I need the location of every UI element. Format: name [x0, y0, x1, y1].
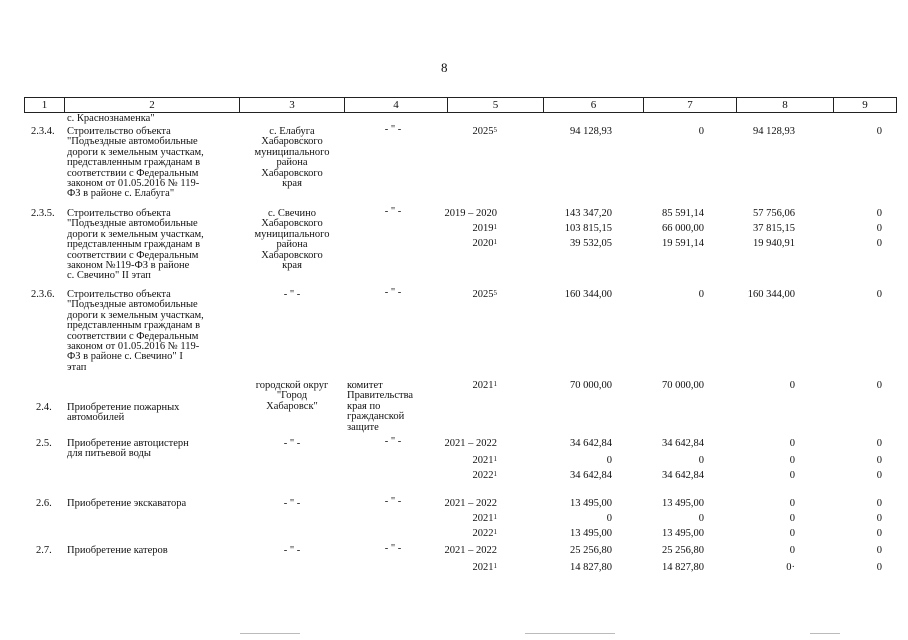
row-name: Приобретение автоцистерн для питьевой воды [67, 438, 189, 460]
amount-federal: 0 [789, 380, 795, 391]
row-name: Строительство объекта "Подъездные автомобильные дороги к земельным участкам, представленным гражданам в соответствии с Федеральным законом от 01.05.2016 № 119- ФЗ в районе с. Елабуга" [67, 126, 204, 200]
amount-total: 39 532,05 [570, 238, 612, 249]
row-name: Приобретение экскаватора [67, 498, 187, 509]
carry-over-text: с. Краснознаменка" [67, 113, 155, 124]
amount-total: 70 000,00 [570, 380, 612, 391]
year-cell: 2025$^5$ [472, 289, 497, 300]
amount-federal: 0 [789, 470, 795, 481]
header-col-1: 1 [25, 98, 65, 112]
amount-other: 0 [876, 455, 882, 466]
year-cell: 2021$^1$ [472, 562, 497, 573]
amount-regional: 19 591,14 [662, 238, 704, 249]
footer-rule [525, 633, 615, 634]
header-col-6: 6 [544, 98, 644, 112]
amount-regional: 66 000,00 [662, 223, 704, 234]
amount-federal: 0 [789, 498, 795, 509]
amount-federal: 0 [789, 438, 795, 449]
header-col-8: 8 [737, 98, 834, 112]
amount-regional: 0 [698, 289, 704, 300]
page-number: 8 [441, 60, 448, 75]
row-number: 2.3.6. [31, 289, 55, 300]
amount-regional: 34 642,84 [662, 438, 704, 449]
year-cell: 2022$^1$ [472, 528, 497, 539]
amount-federal: 0· [786, 562, 795, 573]
header-col-2: 2 [65, 98, 240, 112]
row-location: - " - [283, 438, 301, 449]
amount-regional: 70 000,00 [662, 380, 704, 391]
row-name: Приобретение пожарных автомобилей [67, 402, 180, 424]
amount-regional: 0 [698, 513, 704, 524]
amount-other: 0 [876, 238, 882, 249]
row-executor: - " - [384, 287, 402, 298]
header-col-9: 9 [862, 99, 868, 111]
year-cell: 2020$^1$ [472, 238, 497, 249]
amount-federal: 0 [789, 455, 795, 466]
amount-regional: 13 495,00 [662, 528, 704, 539]
header-col-3: 3 [240, 98, 345, 112]
amount-total: 14 827,80 [570, 562, 612, 573]
amount-federal: 19 940,91 [753, 238, 795, 249]
amount-other: 0 [876, 223, 882, 234]
amount-total: 13 495,00 [570, 498, 612, 509]
row-number: 2.3.4. [31, 126, 55, 137]
row-number: 2.7. [36, 545, 52, 556]
row-location: - " - [283, 289, 301, 300]
row-executor: комитет Правительства края по гражданской защите [347, 380, 414, 433]
amount-other: 0 [876, 380, 882, 391]
amount-other: 0 [876, 545, 882, 556]
amount-total: 103 815,15 [564, 223, 612, 234]
footer-rule [810, 633, 840, 634]
header-col-7: 7 [644, 98, 737, 112]
year-cell: 2021 – 2022 [444, 498, 497, 509]
amount-federal: 160 344,00 [747, 289, 795, 300]
amount-regional: 85 591,14 [662, 208, 704, 219]
row-name: Приобретение катеров [67, 545, 168, 556]
amount-regional: 13 495,00 [662, 498, 704, 509]
amount-other: 0 [876, 126, 882, 137]
header-col-4: 4 [345, 98, 448, 112]
row-location: - " - [283, 545, 301, 556]
row-location: городской округ "Город Хабаровск" [255, 380, 329, 412]
year-cell: 2019 – 2020 [444, 208, 497, 219]
row-number: 2.5. [36, 438, 52, 449]
row-number: 2.4. [36, 402, 52, 413]
header-col-5: 5 [448, 98, 544, 112]
amount-total: 34 642,84 [570, 438, 612, 449]
year-cell: 2021$^1$ [472, 380, 497, 391]
row-name: Строительство объекта "Подъездные автомобильные дороги к земельным участкам, представленным гражданам в соответствии с Федеральным законом №119-ФЗ в районе с. Свечино" II этап [67, 208, 204, 282]
year-cell: 2021 – 2022 [444, 545, 497, 556]
amount-federal: 94 128,93 [753, 126, 795, 137]
footer-rule [240, 633, 300, 634]
amount-other: 0 [876, 438, 882, 449]
amount-regional: 0 [698, 455, 704, 466]
table-header [24, 97, 897, 113]
amount-federal: 37 815,15 [753, 223, 795, 234]
amount-federal: 0 [789, 528, 795, 539]
amount-regional: 0 [698, 126, 704, 137]
amount-other: 0 [876, 470, 882, 481]
year-cell: 2021$^1$ [472, 455, 497, 466]
year-cell: 2019$^1$ [472, 223, 497, 234]
row-location: - " - [283, 498, 301, 509]
year-cell: 2022$^1$ [472, 470, 497, 481]
amount-federal: 57 756,06 [753, 208, 795, 219]
row-number: 2.3.5. [31, 208, 55, 219]
amount-federal: 0 [789, 513, 795, 524]
year-cell: 2025$^5$ [472, 126, 497, 137]
amount-other: 0 [876, 289, 882, 300]
row-executor: - " - [384, 206, 402, 217]
amount-total: 0 [606, 455, 612, 466]
row-executor: - " - [384, 543, 402, 554]
amount-other: 0 [876, 513, 882, 524]
row-executor: - " - [384, 436, 402, 447]
amount-total: 0 [606, 513, 612, 524]
amount-other: 0 [876, 208, 882, 219]
amount-total: 25 256,80 [570, 545, 612, 556]
row-location: с. Свечино Хабаровского муниципального района Хабаровского края [254, 208, 330, 272]
amount-regional: 14 827,80 [662, 562, 704, 573]
amount-other: 0 [876, 498, 882, 509]
amount-total: 34 642,84 [570, 470, 612, 481]
amount-federal: 0 [789, 545, 795, 556]
row-executor: - " - [384, 124, 402, 135]
amount-total: 143 347,20 [564, 208, 612, 219]
amount-regional: 25 256,80 [662, 545, 704, 556]
row-executor: - " - [384, 496, 402, 507]
amount-regional: 34 642,84 [662, 470, 704, 481]
row-name: Строительство объекта "Подъездные автомобильные дороги к земельным участкам, представленным гражданам в соответствии с Федеральным законом от 01.05.2016 № 119- ФЗ в районе с. Свечино" I этап [67, 289, 204, 373]
amount-total: 160 344,00 [564, 289, 612, 300]
amount-total: 13 495,00 [570, 528, 612, 539]
row-location: с. Елабуга Хабаровского муниципального района Хабаровского края [254, 126, 330, 190]
amount-total: 94 128,93 [570, 126, 612, 137]
row-number: 2.6. [36, 498, 52, 509]
amount-other: 0 [876, 562, 882, 573]
year-cell: 2021$^1$ [472, 513, 497, 524]
amount-other: 0 [876, 528, 882, 539]
year-cell: 2021 – 2022 [444, 438, 497, 449]
